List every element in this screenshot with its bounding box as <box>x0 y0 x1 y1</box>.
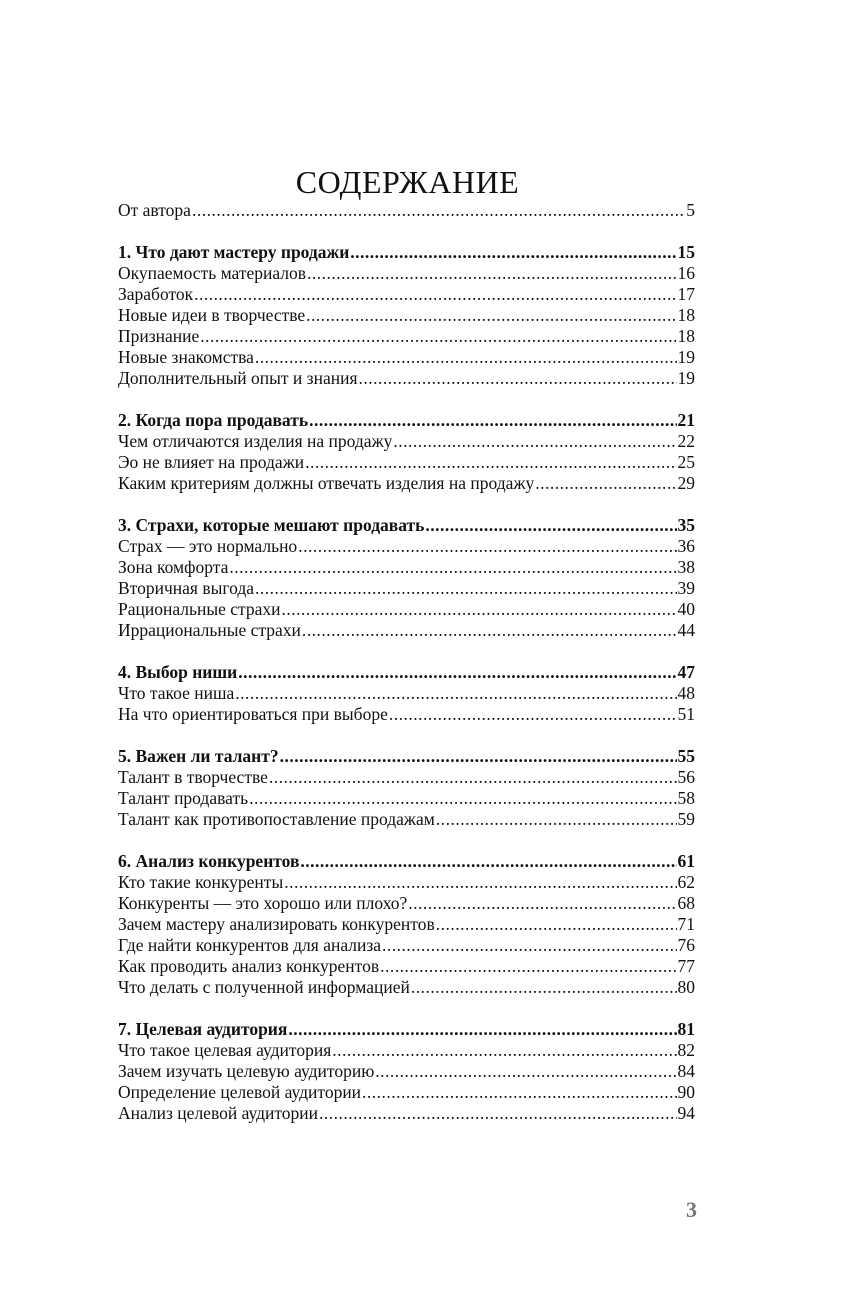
toc-entry-title: 7. Целевая аудитория <box>118 1019 288 1039</box>
toc-entry-page: 16 <box>677 263 695 283</box>
toc-entry-page: 81 <box>677 1019 695 1039</box>
toc-entry-title: От автора <box>118 200 191 220</box>
toc-entry[interactable] <box>118 536 695 557</box>
dot-leader <box>375 1061 676 1082</box>
toc-entry-title: Заработок <box>118 284 194 304</box>
table-of-contents <box>118 200 695 1124</box>
dot-leader <box>408 893 676 914</box>
toc-entry-page: 51 <box>677 704 695 724</box>
toc-entry-page: 58 <box>677 788 695 808</box>
toc-entry-page: 5 <box>686 200 695 220</box>
dot-leader <box>192 200 685 221</box>
page-title: СОДЕРЖАНИЕ <box>295 164 520 201</box>
dot-leader <box>319 1103 676 1124</box>
toc-entry-page: 55 <box>677 746 695 766</box>
dot-leader <box>535 473 676 494</box>
dot-leader <box>288 1018 676 1040</box>
toc-entry-title: Талант как противопоставление продажам <box>118 809 435 829</box>
toc-entry-page: 94 <box>677 1103 695 1123</box>
toc-entry-title: 4. Выбор ниши <box>118 662 238 682</box>
toc-entry-page: 76 <box>677 935 695 955</box>
toc-entry-page: 71 <box>677 914 695 934</box>
toc-entry-title: Эо не влияет на продажи <box>118 452 305 472</box>
toc-chapter-heading[interactable] <box>118 661 695 683</box>
toc-entry-title: На что ориентироваться при выборе <box>118 704 388 724</box>
dot-leader <box>235 683 676 704</box>
section-gap <box>118 221 695 241</box>
dot-leader <box>282 599 677 620</box>
toc-entry-title: Дополнительный опыт и знания <box>118 368 358 388</box>
toc-entry[interactable] <box>118 872 695 893</box>
toc-entry-page: 39 <box>677 578 695 598</box>
toc-entry-title: Конкуренты — это хорошо или плохо? <box>118 893 408 913</box>
toc-entry-title: Новые идеи в творчестве <box>118 305 306 325</box>
toc-entry[interactable] <box>118 431 695 452</box>
toc-entry-title: Талант продавать <box>118 788 249 808</box>
toc-entry-page: 59 <box>677 809 695 829</box>
toc-chapter-heading[interactable] <box>118 514 695 536</box>
toc-entry-page: 77 <box>677 956 695 976</box>
toc-entry-title: Анализ целевой аудитории <box>118 1103 319 1123</box>
dot-leader <box>389 704 677 725</box>
toc-entry-page: 82 <box>677 1040 695 1060</box>
toc-entry[interactable] <box>118 284 695 305</box>
dot-leader <box>382 935 676 956</box>
toc-entry-title: Кто такие конкуренты <box>118 872 284 892</box>
section-gap <box>118 998 695 1018</box>
section-gap <box>118 641 695 661</box>
dot-leader <box>350 241 676 263</box>
toc-entry-page: 47 <box>677 662 695 682</box>
toc-entry-page: 25 <box>677 452 695 472</box>
toc-entry[interactable] <box>118 368 695 389</box>
toc-entry[interactable] <box>118 809 695 830</box>
toc-entry[interactable] <box>118 893 695 914</box>
toc-entry-page: 29 <box>677 473 695 493</box>
toc-chapter-heading[interactable] <box>118 1018 695 1040</box>
toc-entry-page: 84 <box>677 1061 695 1081</box>
dot-leader <box>380 956 676 977</box>
dot-leader <box>269 767 677 788</box>
toc-entry-title: 2. Когда пора продавать <box>118 410 309 430</box>
dot-leader <box>362 1082 676 1103</box>
toc-entry-page: 21 <box>677 410 695 430</box>
toc-entry[interactable] <box>118 599 695 620</box>
toc-entry-page: 56 <box>677 767 695 787</box>
toc-entry-title: Зачем изучать целевую аудиторию <box>118 1061 375 1081</box>
toc-entry-title: Зачем мастеру анализировать конкурентов <box>118 914 435 934</box>
section-gap <box>118 725 695 745</box>
toc-entry-title: 5. Важен ли талант? <box>118 746 279 766</box>
toc-entry-page: 19 <box>677 368 695 388</box>
chapters-list <box>118 221 695 1124</box>
page-number: 3 <box>686 1197 697 1222</box>
dot-leader <box>305 452 676 473</box>
toc-entry[interactable] <box>118 935 695 956</box>
toc-entry-title: Определение целевой аудитории <box>118 1082 362 1102</box>
dot-leader <box>194 284 676 305</box>
dot-leader <box>302 620 677 641</box>
toc-entry-page: 15 <box>677 242 695 262</box>
toc-entry-title: Что делать с полученной информацией <box>118 977 410 997</box>
dot-leader <box>436 809 677 830</box>
dot-leader <box>307 263 676 284</box>
toc-entry[interactable] <box>118 326 695 347</box>
toc-entry[interactable] <box>118 956 695 977</box>
toc-entry-page: 48 <box>677 683 695 703</box>
toc-entry-title: Вторичная выгода <box>118 578 254 598</box>
toc-entry-title: Каким критериям должны отвечать изделия на продажу <box>118 473 535 493</box>
dot-leader <box>359 368 677 389</box>
toc-entry-page: 17 <box>677 284 695 304</box>
dot-leader <box>436 914 677 935</box>
toc-entry-title: Что такое ниша <box>118 683 235 703</box>
toc-entry[interactable] <box>118 1082 695 1103</box>
toc-chapter-heading[interactable] <box>118 241 695 263</box>
toc-entry-page: 68 <box>677 893 695 913</box>
dot-leader <box>280 745 677 767</box>
toc-entry-title: 6. Анализ конкурентов <box>118 851 300 871</box>
toc-entry[interactable] <box>118 473 695 494</box>
dot-leader <box>300 850 676 872</box>
toc-entry-intro[interactable] <box>118 200 695 221</box>
dot-leader <box>200 326 676 347</box>
toc-entry[interactable] <box>118 452 695 473</box>
toc-entry-title: Что такое целевая аудитория <box>118 1040 332 1060</box>
dot-leader <box>309 409 676 431</box>
toc-entry[interactable] <box>118 1040 695 1061</box>
dot-leader <box>411 977 677 998</box>
toc-entry[interactable] <box>118 1103 695 1124</box>
toc-entry-page: 90 <box>677 1082 695 1102</box>
toc-chapter-heading[interactable] <box>118 850 695 872</box>
toc-entry-page: 35 <box>677 515 695 535</box>
toc-entry[interactable] <box>118 914 695 935</box>
toc-entry-page: 44 <box>677 620 695 640</box>
dot-leader <box>229 557 676 578</box>
toc-entry[interactable] <box>118 263 695 284</box>
toc-entry-page: 19 <box>677 347 695 367</box>
section-gap <box>118 830 695 850</box>
toc-entry-title: Зона комфорта <box>118 557 229 577</box>
toc-entry[interactable] <box>118 578 695 599</box>
toc-entry-page: 36 <box>677 536 695 556</box>
toc-entry[interactable] <box>118 767 695 788</box>
toc-entry-title: Новые знакомства <box>118 347 254 367</box>
toc-entry[interactable] <box>118 788 695 809</box>
toc-entry-page: 61 <box>677 851 695 871</box>
dot-leader <box>393 431 676 452</box>
toc-entry-title: Страх — это нормально <box>118 536 298 556</box>
toc-entry[interactable] <box>118 347 695 368</box>
toc-entry[interactable] <box>118 620 695 641</box>
toc-entry-title: 1. Что дают мастеру продажи <box>118 242 350 262</box>
toc-entry-title: Как проводить анализ конкурентов <box>118 956 380 976</box>
toc-entry-title: 3. Страхи, которые мешают продавать <box>118 515 425 535</box>
toc-entry-page: 22 <box>677 431 695 451</box>
toc-chapter-heading[interactable] <box>118 745 695 767</box>
section-gap <box>118 494 695 514</box>
section-gap <box>118 389 695 409</box>
toc-entry-title: Признание <box>118 326 200 346</box>
dot-leader <box>298 536 676 557</box>
toc-entry-title: Окупаемость материалов <box>118 263 307 283</box>
dot-leader <box>306 305 676 326</box>
dot-leader <box>255 347 677 368</box>
dot-leader <box>255 578 677 599</box>
toc-entry[interactable] <box>118 704 695 725</box>
toc-entry[interactable] <box>118 977 695 998</box>
toc-entry-page: 38 <box>677 557 695 577</box>
toc-entry[interactable] <box>118 683 695 704</box>
toc-entry[interactable] <box>118 305 695 326</box>
toc-chapter-heading[interactable] <box>118 409 695 431</box>
toc-entry-page: 18 <box>677 305 695 325</box>
dot-leader <box>332 1040 676 1061</box>
toc-entry[interactable] <box>118 557 695 578</box>
toc-entry-title: Чем отличаются изделия на продажу <box>118 431 393 451</box>
toc-entry-page: 80 <box>677 977 695 997</box>
toc-entry-page: 40 <box>677 599 695 619</box>
toc-entry-title: Где найти конкурентов для анализа <box>118 935 382 955</box>
dot-leader <box>249 788 676 809</box>
toc-entry-title: Талант в творчестве <box>118 767 268 787</box>
dot-leader <box>425 514 676 536</box>
toc-entry-title: Иррациональные страхи <box>118 620 301 640</box>
toc-entry-page: 62 <box>677 872 695 892</box>
toc-entry-page: 18 <box>677 326 695 346</box>
dot-leader <box>238 661 676 683</box>
toc-entry[interactable] <box>118 1061 695 1082</box>
dot-leader <box>284 872 676 893</box>
toc-entry-title: Рациональные страхи <box>118 599 281 619</box>
